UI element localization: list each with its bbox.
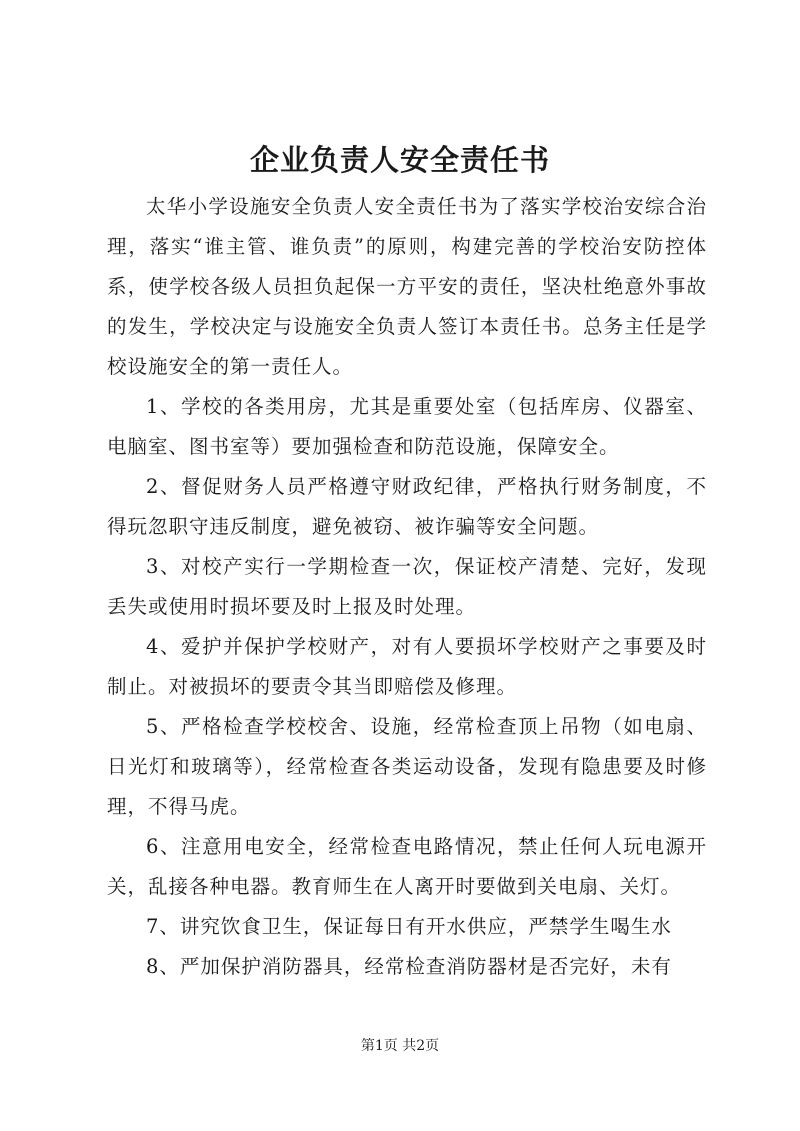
paragraph-item-5: 5、严格检查学校校舍、设施，经常检查顶上吊物（如电扇、日光灯和玻璃等），经常检查各类运动设备，发现有隐患要及时修理，不得马虎。 (107, 715, 707, 818)
paragraph-item-7: 7、讲究饮食卫生，保证每日有开水供应，严禁学生喝生水 (146, 915, 672, 938)
document-title: 企业负责人安全责任书 (249, 143, 550, 177)
page-number-footer: 第1页 共2页 (360, 1038, 440, 1054)
paragraph-item-3: 3、对校产实行一学期检查一次，保证校产清楚、完好，发现丢失或使用时损坏要及时上报及时处理。 (107, 555, 707, 618)
document-body (107, 187, 707, 987)
paragraph-intro: 太华小学设施安全负责人安全责任书为了落实学校治安综合治理，落实“谁主管、谁负责”的原则，构建完善的学校治安防控体系，使学校各级人员担负起保一方平安的责任，坚决杜绝意外事故的发生，学校决定与设施安全负责人签订本责任书。总务主任是学校设施安全的第一责任人。 (107, 195, 707, 378)
paragraph-item-6: 6、注意用电安全，经常检查电路情况，禁止任何人玩电源开关，乱接各种电器。教育师生在人离开时要做到关电扇、关灯。 (107, 835, 707, 898)
paragraph-item-8: 8、严加保护消防器具，经常检查消防器材是否完好，未有 (146, 955, 672, 978)
paragraph-item-4: 4、爱护并保护学校财产，对有人要损坏学校财产之事要及时制止。对被损坏的要责令其当即赔偿及修理。 (107, 635, 707, 698)
paragraph-item-1: 1、学校的各类用房，尤其是重要处室（包括库房、仪器室、电脑室、图书室等）要加强检查和防范设施，保障安全。 (107, 395, 707, 458)
paragraph-item-2: 2、督促财务人员严格遵守财政纪律，严格执行财务制度，不得玩忽职守违反制度，避免被窃、被诈骗等安全问题。 (107, 475, 707, 538)
